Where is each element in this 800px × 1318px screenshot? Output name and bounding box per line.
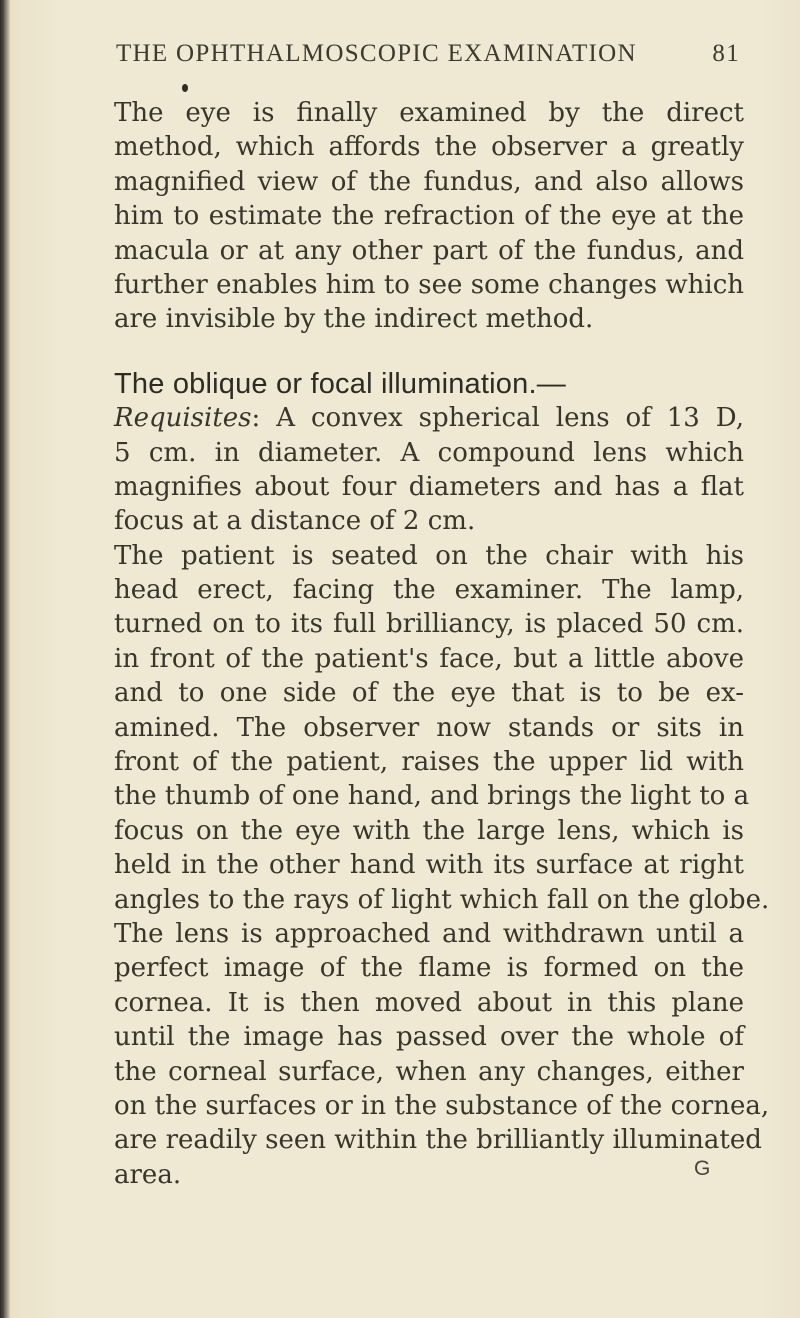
- paragraph-3-line: the thumb of one hand, and brings the light to a: [114, 781, 750, 812]
- paragraph-1-line: further enables him to see some changes which: [114, 269, 744, 300]
- paragraph-1-line: him to estimate the refraction of the eye at the: [114, 201, 744, 232]
- running-head-title: THE OPHTHALMOSCOPIC EXAMINATION: [116, 40, 637, 67]
- paragraph-3-line: The patient is seated on the chair with his: [114, 540, 744, 571]
- paragraph-1-line: The eye is finally examined by the direct: [114, 98, 744, 128]
- requisites-label: Requisites: [114, 403, 252, 434]
- paragraph-3-line: held in the other hand with its surface at right: [114, 850, 744, 881]
- paragraph-1-line: method, which affords the observer a greatly: [114, 132, 744, 163]
- body-text: [114, 96, 770, 1192]
- paragraph-3-line: and to one side of the eye that is to be ex-: [114, 678, 744, 709]
- section-heading: The oblique or focal illumination.—: [114, 367, 566, 400]
- paragraph-2-line: magnifies about four diameters and has a flat: [114, 471, 744, 502]
- paragraph-3-line: in front of the patient's face, but a little above: [114, 643, 744, 674]
- paragraph-3-line: front of the patient, raises the upper lid with: [114, 747, 744, 778]
- book-spine-edge: [0, 0, 10, 1318]
- paragraph-3-line: the corneal surface, when any changes, either: [114, 1056, 744, 1087]
- paragraph-3-line: until the image has passed over the whole of: [114, 1022, 744, 1053]
- paragraph-1-line: are invisible by the indirect method.: [114, 304, 594, 335]
- paragraph-2-line: 5 cm. in diameter. A compound lens which: [114, 437, 744, 468]
- running-head: [116, 40, 740, 80]
- paragraph-3-line: area.: [114, 1159, 182, 1190]
- requisites-line: [114, 401, 744, 435]
- page-number: 81: [712, 40, 740, 67]
- paragraph-3-line: The lens is approached and withdrawn until a: [114, 918, 744, 949]
- paragraph-3-line: angles to the rays of light which fall on the globe.: [114, 884, 770, 915]
- paragraph-3-line: are readily seen within the brilliantly illuminated: [114, 1125, 762, 1156]
- paragraph-3-line: turned on to its full brilliancy, is placed 50 cm.: [114, 609, 744, 640]
- paragraph-3-line: amined. The observer now stands or sits in: [114, 712, 744, 743]
- signature-mark: G: [694, 1157, 711, 1180]
- paragraph-3-line: head erect, facing the examiner. The lamp,: [114, 575, 744, 606]
- paragraph-3-line: cornea. It is then moved about in this plane: [114, 987, 744, 1018]
- paragraph-3-line: perfect image of the flame is formed on the: [114, 953, 744, 984]
- section-gap: [114, 337, 744, 367]
- paragraph-3-line: on the surfaces or in the substance of the cornea,: [114, 1090, 770, 1121]
- paragraph-2-line: focus at a distance of 2 cm.: [114, 506, 476, 537]
- requisites-text: : A convex spherical lens of 13 D,: [251, 403, 744, 434]
- paragraph-1-line: magnified view of the fundus, and also allows: [114, 166, 744, 197]
- ink-speck: [182, 84, 188, 92]
- paragraph-1-line: macula or at any other part of the fundus, and: [114, 235, 744, 266]
- paragraph-3-line: focus on the eye with the large lens, which is: [114, 815, 744, 846]
